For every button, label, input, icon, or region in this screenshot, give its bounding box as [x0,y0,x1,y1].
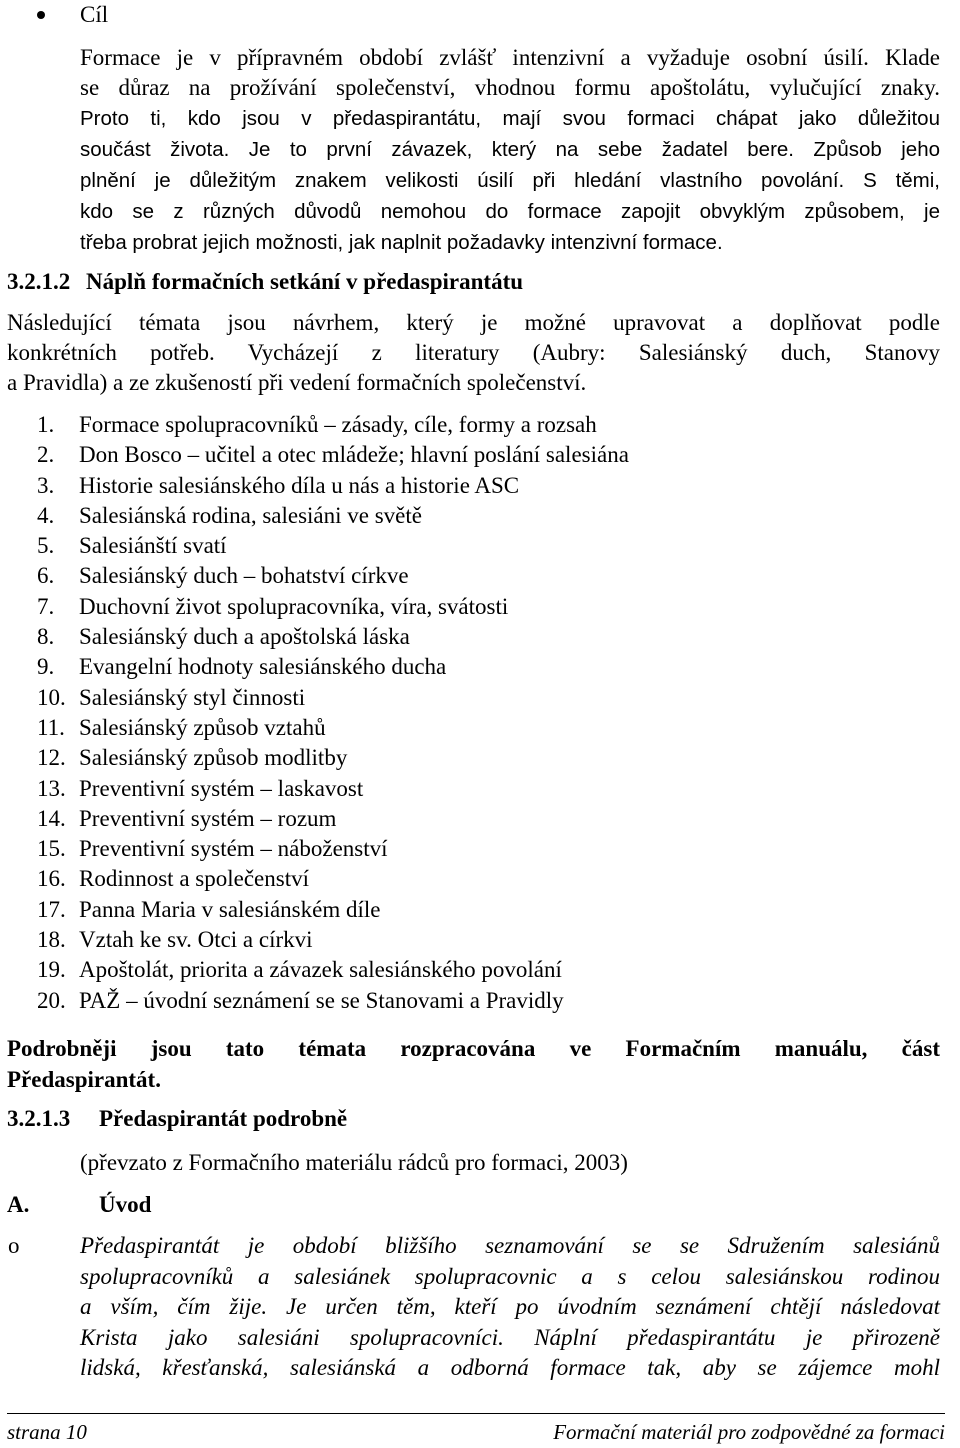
bullet-dot [37,11,45,19]
list-item [37,864,837,894]
intro-line: a Pravidla) a ze zkušeností při vedení formačních společenství. [7,370,587,395]
note-line: Podrobněji jsou tato témata rozpracována ve Formačním manuálu, část [7,1036,940,1061]
list-item-text: Salesiánský způsob modlitby [79,745,348,771]
section-number: 3.2.1.2 [7,269,71,294]
list-item-text: Panna Maria v salesiánském díle [79,896,381,922]
list-item-number: 20. [37,987,66,1013]
list-item-number: 9. [37,654,55,680]
goal-line: třeba probrat jejich možnosti, jak naplnit požadavky intenzivní formace. [80,231,723,254]
list-item-number: 2. [37,442,55,468]
list-item-text: PAŽ – úvodní seznámení se se Stanovami a Pravidly [79,987,564,1013]
list-item [37,986,837,1016]
circle-bullet-icon: o [8,1233,20,1258]
list-item-text: Salesiánský způsob vztahů [79,714,326,740]
list-item [37,531,837,561]
list-item [37,683,837,713]
goal-line: plnění je důležitým znakem velikosti úsilí při hledání vlastního povolání. S těmi, [80,169,940,192]
section-number: 3.2.1.3 [7,1106,71,1131]
list-item-text: Rodinnost a společenství [79,866,309,892]
goal-line: Proto ti, kdo jsou v předaspirantátu, mají svou formaci chápat jako důležitou [80,107,940,130]
list-item-text: Evangelní hodnoty salesiánského ducha [79,654,447,680]
list-item-number: 15. [37,836,66,862]
uvod-line: Krista jako salesiáni spolupracovníci. Náplní předaspirantátu je přirozeně [80,1324,940,1350]
list-item [37,834,837,864]
goal-line: součást života. Je to první závazek, který na sebe žadatel bere. Způsob jeho [80,138,940,161]
list-item [37,622,837,652]
list-item [37,925,837,955]
part-letter: A. [7,1192,30,1217]
list-item-number: 12. [37,745,66,771]
list-item-text: Preventivní systém – laskavost [79,775,364,801]
list-item [37,743,837,773]
list-item-text: Historie salesiánského díla u nás a historie ASC [79,472,520,498]
list-item-number: 7. [37,593,55,619]
page-number: strana 10 [7,1420,87,1444]
section-heading-3-2-1-3 [7,1104,347,1134]
list-item [37,440,837,470]
list-item [37,804,837,834]
part-title: Úvod [99,1192,152,1217]
list-item-text: Apoštolát, priorita a závazek salesiánského povolání [79,957,562,983]
footer-rule [7,1413,945,1414]
list-item [37,955,837,985]
list-item-number: 18. [37,927,66,953]
uvod-line: a vším, čím žije. Je určen těm, kteří po úvodním seznámení chtějí následovat [80,1294,940,1319]
list-item-number: 1. [37,412,55,437]
list-item-text: Salesiánský styl činnosti [79,684,306,710]
topic-list [37,410,837,1016]
list-item [37,774,837,804]
list-item-text: Preventivní systém – rozum [79,805,337,831]
intro-paragraph [7,308,940,398]
part-heading [7,1190,151,1220]
list-item-text: Formace spolupracovníků – zásady, cíle, formy a rozsah [79,412,597,437]
list-item-text: Preventivní systém – náboženství [79,836,388,862]
section-title: Náplň formačních setkání v předaspirantátu [86,269,524,294]
goal-line: se důraz na prožívání společenství, vhodnou formu apoštolátu, vylučující znaky. [80,75,940,100]
intro-line: Následující témata jsou návrhem, který je možné upravovat a doplňovat podle [7,310,940,335]
list-item-text: Don Bosco – učitel a otec mládeže; hlavní poslání salesiána [79,442,629,468]
list-item-text: Salesiánská rodina, salesiáni ve světě [79,502,422,528]
list-item-number: 3. [37,472,55,498]
goal-line: kdo se z různých důvodů nemohou do formace zapojit obvyklým způsobem, je [80,200,940,223]
section-heading-3-2-1-2 [7,267,523,297]
list-item [37,652,837,682]
list-item-text: Duchovní život spolupracovníka, víra, svátosti [79,593,509,619]
goal-paragraph [80,43,940,258]
list-item-number: 8. [37,624,55,650]
list-item-text: Salesiánský duch a apoštolská láska [79,624,410,650]
uvod-line: spolupracovníků a salesiánek spolupracovnic a s celou salesiánskou rodinou [80,1263,940,1289]
intro-line: konkrétních potřeb. Vycházejí z literatury (Aubry: Salesiánský duch, Stanovy [7,340,940,365]
list-item-number: 4. [37,502,55,528]
list-item-number: 5. [37,533,55,559]
list-item [37,561,837,591]
list-item [37,471,837,501]
list-item [37,592,837,622]
list-item-number: 17. [37,896,66,922]
goal-line: Formace je v přípravném období zvlášť intenzivní a vyžaduje osobní úsilí. Klade [80,45,940,70]
list-item [37,895,837,925]
list-item-number: 16. [37,866,66,892]
section-title: Předaspirantát podrobně [99,1106,348,1131]
intro-bullet-text [80,1231,940,1384]
list-item-text: Salesiánský duch – bohatství církve [79,563,409,589]
list-item [37,410,837,440]
list-item [37,713,837,743]
list-item-number: 11. [37,714,65,740]
uvod-line: Předaspirantát je období bližšího seznamování se se Sdružením salesiánů [80,1233,940,1258]
note-line: Předaspirantát. [7,1067,161,1092]
goal-heading: Cíl [80,2,109,27]
list-item-number: 14. [37,805,66,831]
uvod-line: lidská, křesťanská, salesiánská a odborná formace tak, aby se zájemce mohl [80,1355,940,1380]
list-item-text: Vztah ke sv. Otci a církvi [79,927,313,953]
list-item-number: 10. [37,684,66,710]
list-item-number: 19. [37,957,66,983]
source-note: (převzato z Formačního materiálu rádců pro formaci, 2003) [80,1150,628,1175]
list-item-number: 13. [37,775,66,801]
list-item-text: Salesiánští svatí [79,533,227,559]
footer-title: Formační materiál pro zodpovědné za formaci [553,1420,945,1444]
manual-note [7,1033,940,1095]
list-item-number: 6. [37,563,55,589]
list-item [37,501,837,531]
